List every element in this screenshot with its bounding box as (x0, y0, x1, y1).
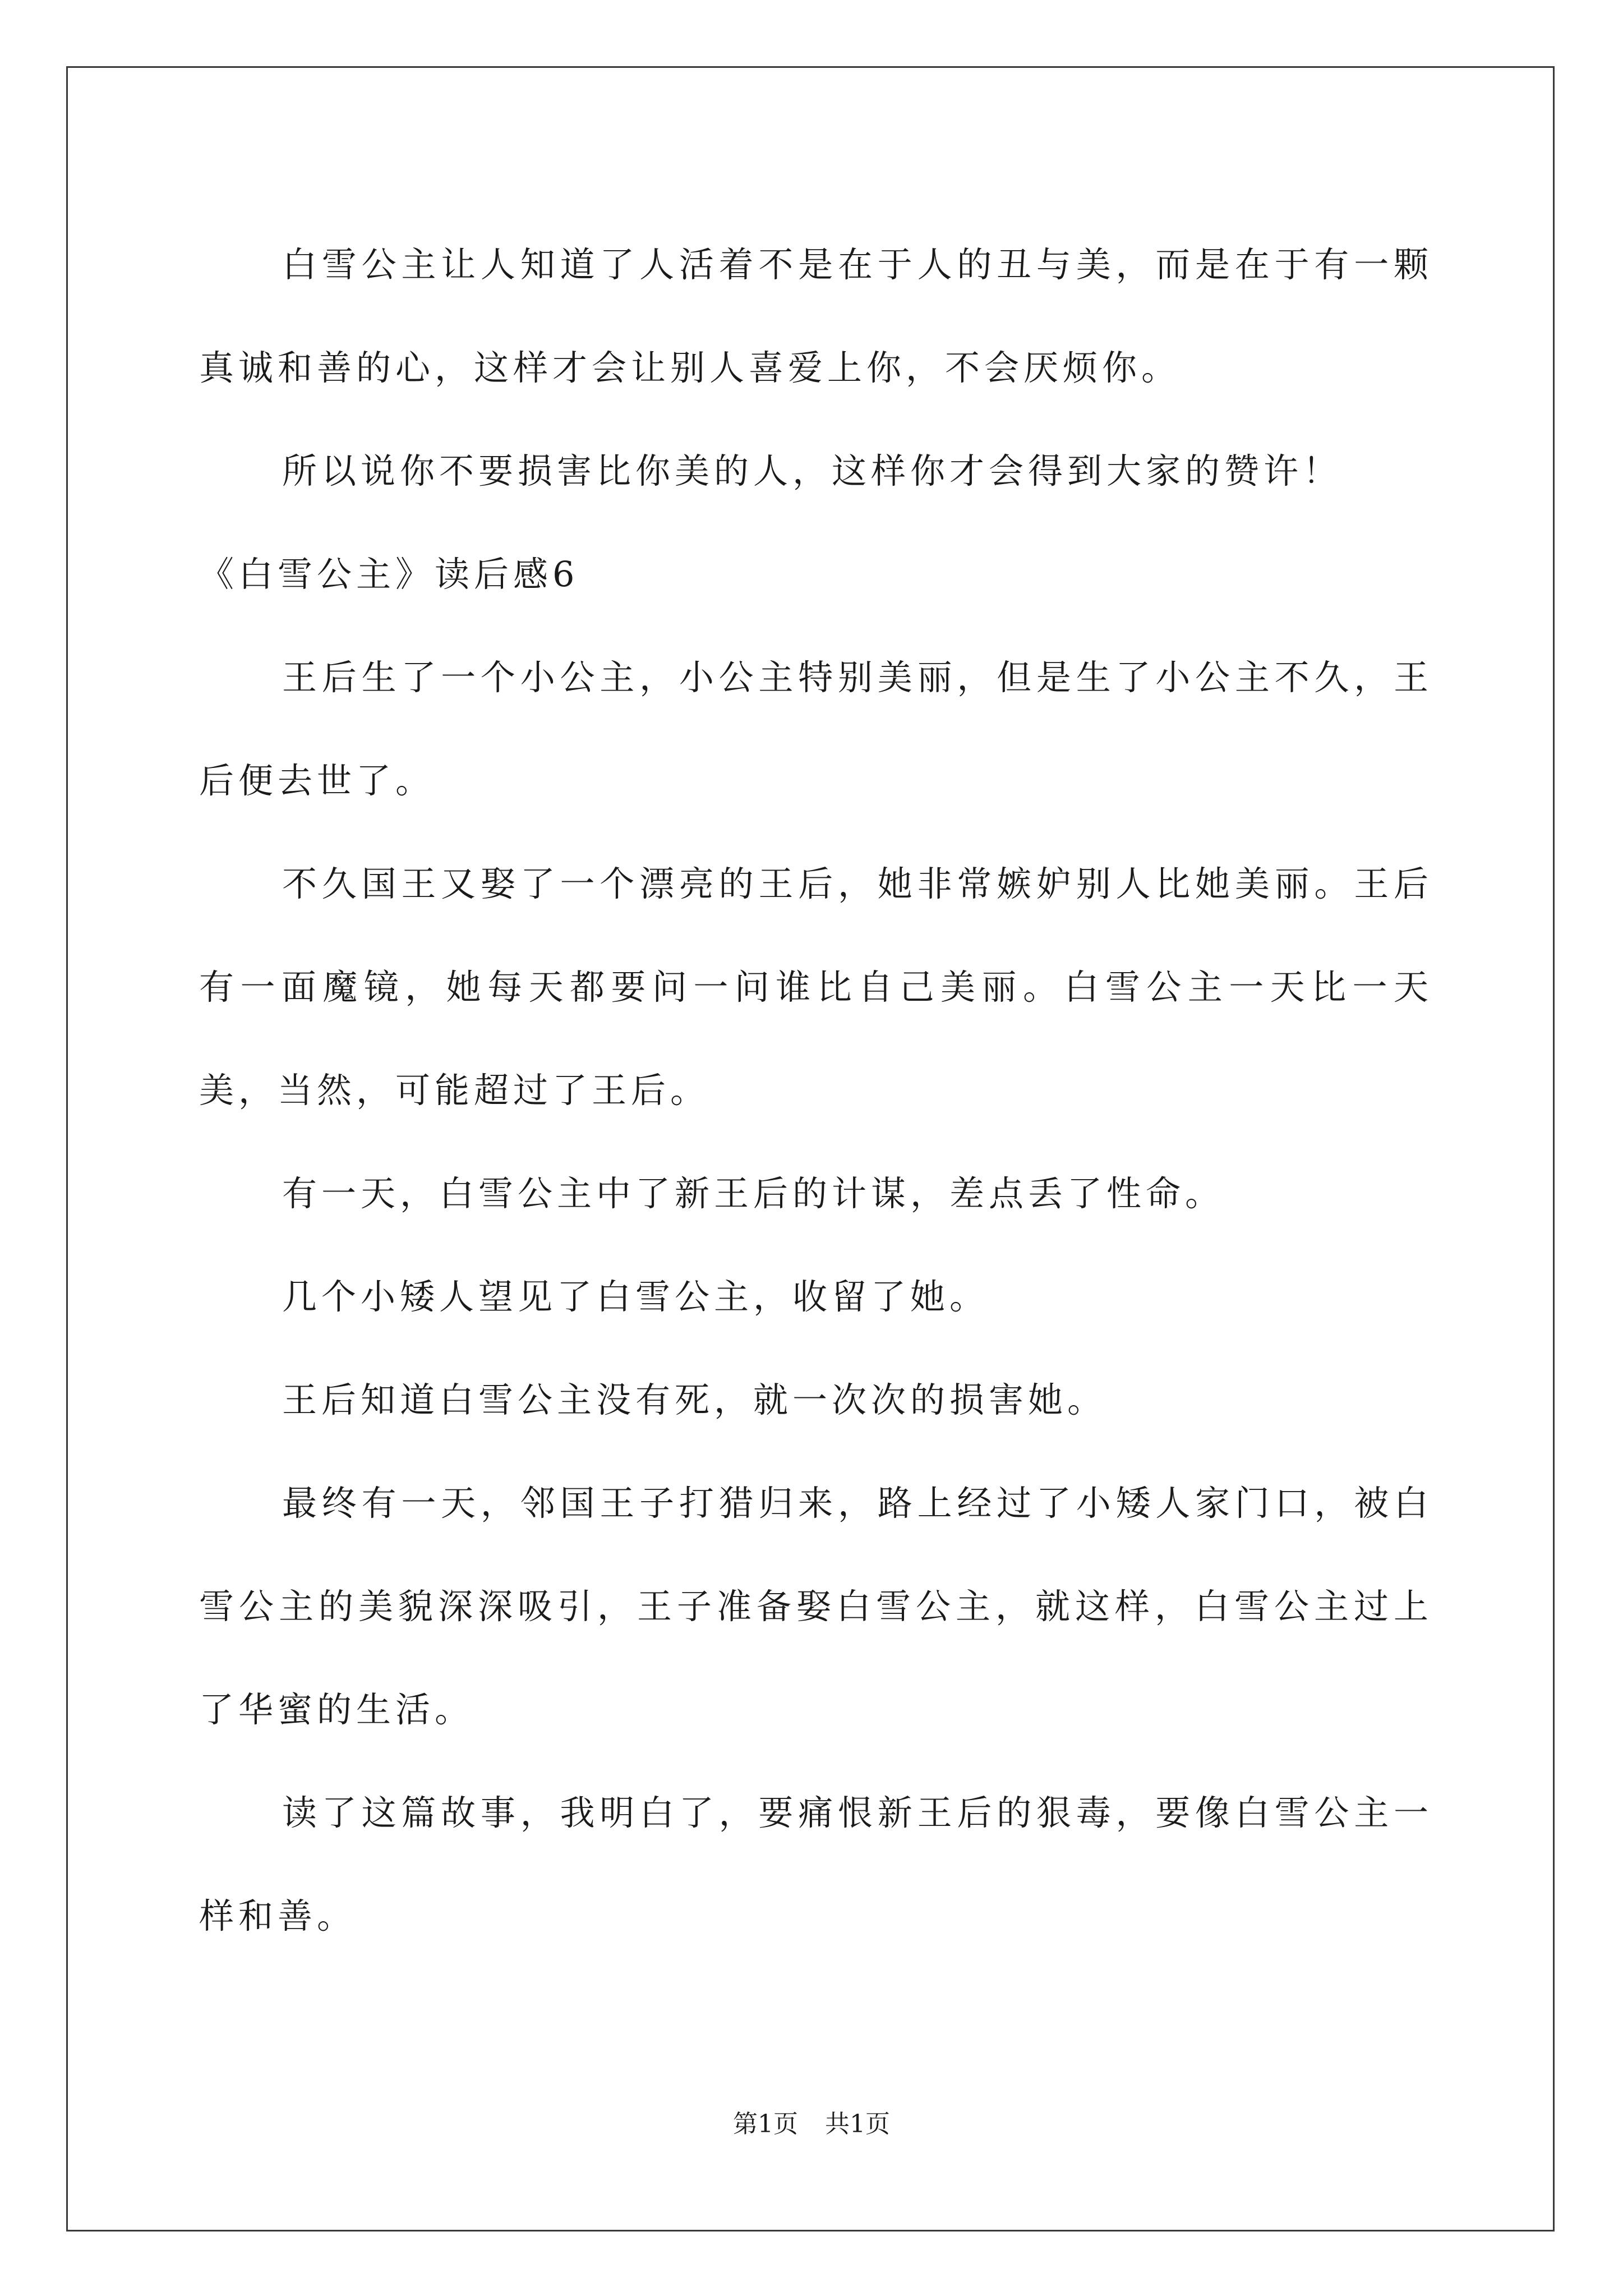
paragraph: 所以说你不要损害比你美的人，这样你才会得到大家的赞许！ (282, 450, 1343, 491)
paragraph: 有一天，白雪公主中了新王后的计谋，差点丢了性命。 (282, 1173, 1225, 1214)
paragraph: 王后生了一个小公主，小公主特别美丽，但是生了小公主不久，王后便去世了。 (199, 657, 1433, 801)
page-total: 共1页 (825, 2110, 890, 2138)
paragraph: 几个小矮人望见了白雪公主，收留了她。 (282, 1276, 989, 1317)
paragraph: 白雪公主让人知道了人活着不是在于人的丑与美，而是在于有一颗真诚和善的心，这样才会让别人喜爱上你，不会厌烦你。 (199, 244, 1433, 388)
paragraph: 王后知道白雪公主没有死，就一次次的损害她。 (282, 1379, 1107, 1420)
section-title: 《白雪公主》读后感6 (199, 554, 579, 595)
paragraph: 不久国王又娶了一个漂亮的王后，她非常嫉妒别人比她美丽。王后有一面魔镜，她每天都要问一问谁比自己美丽。白雪公主一天比一天美，当然，可能超过了王后。 (199, 863, 1433, 1111)
page-footer (0, 2104, 1623, 2139)
document-body (199, 213, 1433, 1968)
page-number: 第1页 (733, 2110, 798, 2138)
paragraph: 读了这篇故事，我明白了，要痛恨新王后的狠毒，要像白雪公主一样和善。 (199, 1792, 1433, 1936)
paragraph: 最终有一天，邻国王子打猎归来，路上经过了小矮人家门口，被白雪公主的美貌深深吸引，王子准备娶白雪公主，就这样，白雪公主过上了华蜜的生活。 (199, 1483, 1433, 1730)
